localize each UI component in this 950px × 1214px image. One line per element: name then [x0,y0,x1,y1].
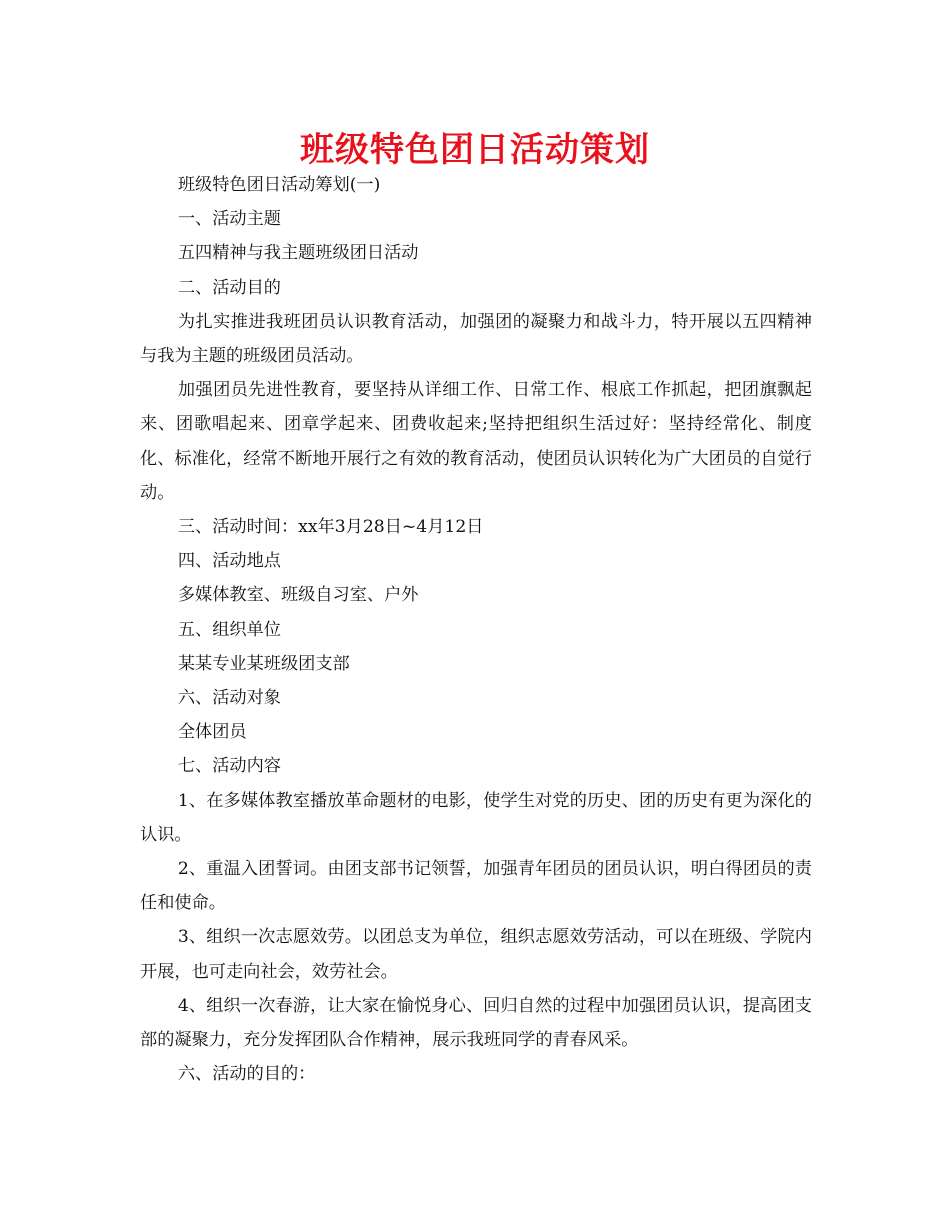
paragraph: 4、组织一次春游，让大家在愉悦身心、回归自然的过程中加强团员认识，提高团支部的凝聚力，充分发挥团队合作精神，展示我班同学的青春风采。 [140,995,812,1051]
paragraph: 三、活动时间：xx年3月28日~4月12日 [177,517,484,538]
paragraph: 五四精神与我主题班级团日活动 [177,243,419,264]
document-body [140,168,812,1091]
paragraph: 二、活动目的 [177,277,281,298]
paragraph: 五、组织单位 [177,619,281,640]
paragraph: 2、重温入团誓词。由团支部书记领誓，加强青年团员的团员认识，明白得团员的责任和使命。 [140,859,812,914]
paragraph: 一、活动主题 [177,209,281,230]
paragraph: 加强团员先进性教育，要坚持从详细工作、日常工作、根底工作抓起，把团旗飘起来、团歌唱起来、团章学起来、团费收起来;坚持把组织生活过好：坚持经常化、制度化、标准化，经常不断地开展行之有效的教育活动，使团员认识转化为广大团员的自觉行动。 [140,380,812,503]
document-title: 班级特色团日活动策划 [300,130,650,170]
paragraph: 四、活动地点 [177,551,281,572]
paragraph: 为扎实推进我班团员认识教育活动，加强团的凝聚力和战斗力，特开展以五四精神与我为主题的班级团员活动。 [140,311,812,367]
paragraph: 六、活动对象 [177,688,281,709]
paragraph: 3、组织一次志愿效劳。以团总支为单位，组织志愿效劳活动，可以在班级、学院内开展，也可走向社会，效劳社会。 [140,927,812,982]
paragraph: 1、在多媒体教室播放革命题材的电影，使学生对党的历史、团的历史有更为深化的认识。 [140,790,812,845]
paragraph: 七、活动内容 [177,756,281,777]
paragraph: 某某专业某班级团支部 [177,653,350,674]
paragraph: 多媒体教室、班级自习室、户外 [177,585,419,606]
paragraph: 班级特色团日活动筹划(一) [177,175,381,195]
paragraph: 全体团员 [177,722,247,743]
paragraph: 六、活动的目的： [177,1064,316,1085]
